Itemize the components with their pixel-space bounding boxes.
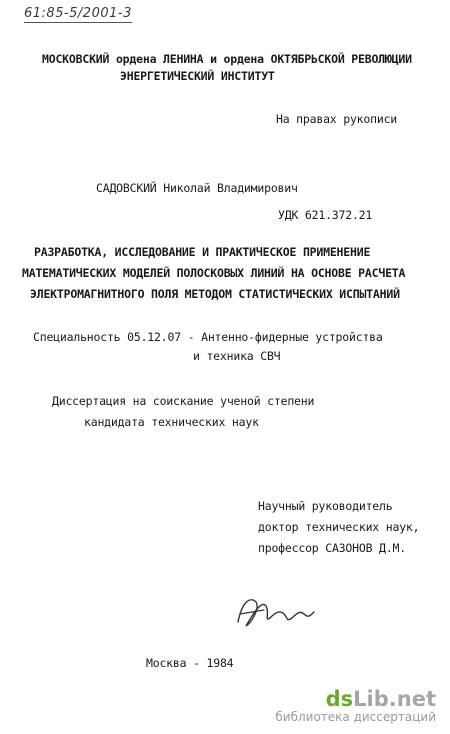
watermark-logo: dsLib.net [325, 687, 436, 711]
author-name: САДОВСКИЙ Николай Владимирович [96, 181, 298, 195]
degree-line-2: кандидата технических наук [84, 415, 259, 429]
specialty-line-1: Специальность 05.12.07 - Антенно-фидерные устройства [33, 330, 383, 344]
supervisor-degree: доктор технических наук, [258, 520, 420, 534]
handwritten-signature [230, 592, 320, 634]
manuscript-rights-note: На правах рукописи [276, 112, 398, 126]
watermark-subtitle: библиотека диссертаций [275, 710, 436, 724]
specialty-line-2: и техника СВЧ [193, 349, 281, 363]
supervisor-role: Научный руководитель [258, 499, 393, 513]
dissertation-title-line-3: ЭЛЕКТРОМАГНИТНОГО ПОЛЯ МЕТОДОМ СТАТИСТИЧЕСКИХ ИСПЫТАНИЙ [30, 287, 400, 301]
place-and-year: Москва - 1984 [146, 656, 234, 670]
institute-name-line-1: МОСКОВСКИЙ ордена ЛЕНИНА и ордена ОКТЯБРЬСКОЙ РЕВОЛЮЦИИ [42, 52, 412, 66]
udk-code: УДК 621.372.21 [278, 208, 373, 222]
degree-line-1: Диссертация на соискание ученой степени [52, 394, 315, 408]
dissertation-title-line-2: МАТЕМАТИЧЕСКИХ МОДЕЛЕЙ ПОЛОСКОВЫХ ЛИНИЙ НА ОСНОВЕ РАСЧЕТА [22, 266, 406, 280]
dissertation-title-line-1: РАЗРАБОТКА, ИССЛЕДОВАНИЕ И ПРАКТИЧЕСКОЕ ПРИМЕНЕНИЕ [34, 245, 371, 259]
dslib-watermark [275, 688, 436, 724]
supervisor-name: профессор САЗОНОВ Д.М. [258, 541, 406, 555]
handwritten-archive-code: 61:85-5/2001-3 [24, 6, 132, 21]
institute-name-line-2: ЭНЕРГЕТИЧЕСКИЙ ИНСТИТУТ [120, 69, 275, 83]
